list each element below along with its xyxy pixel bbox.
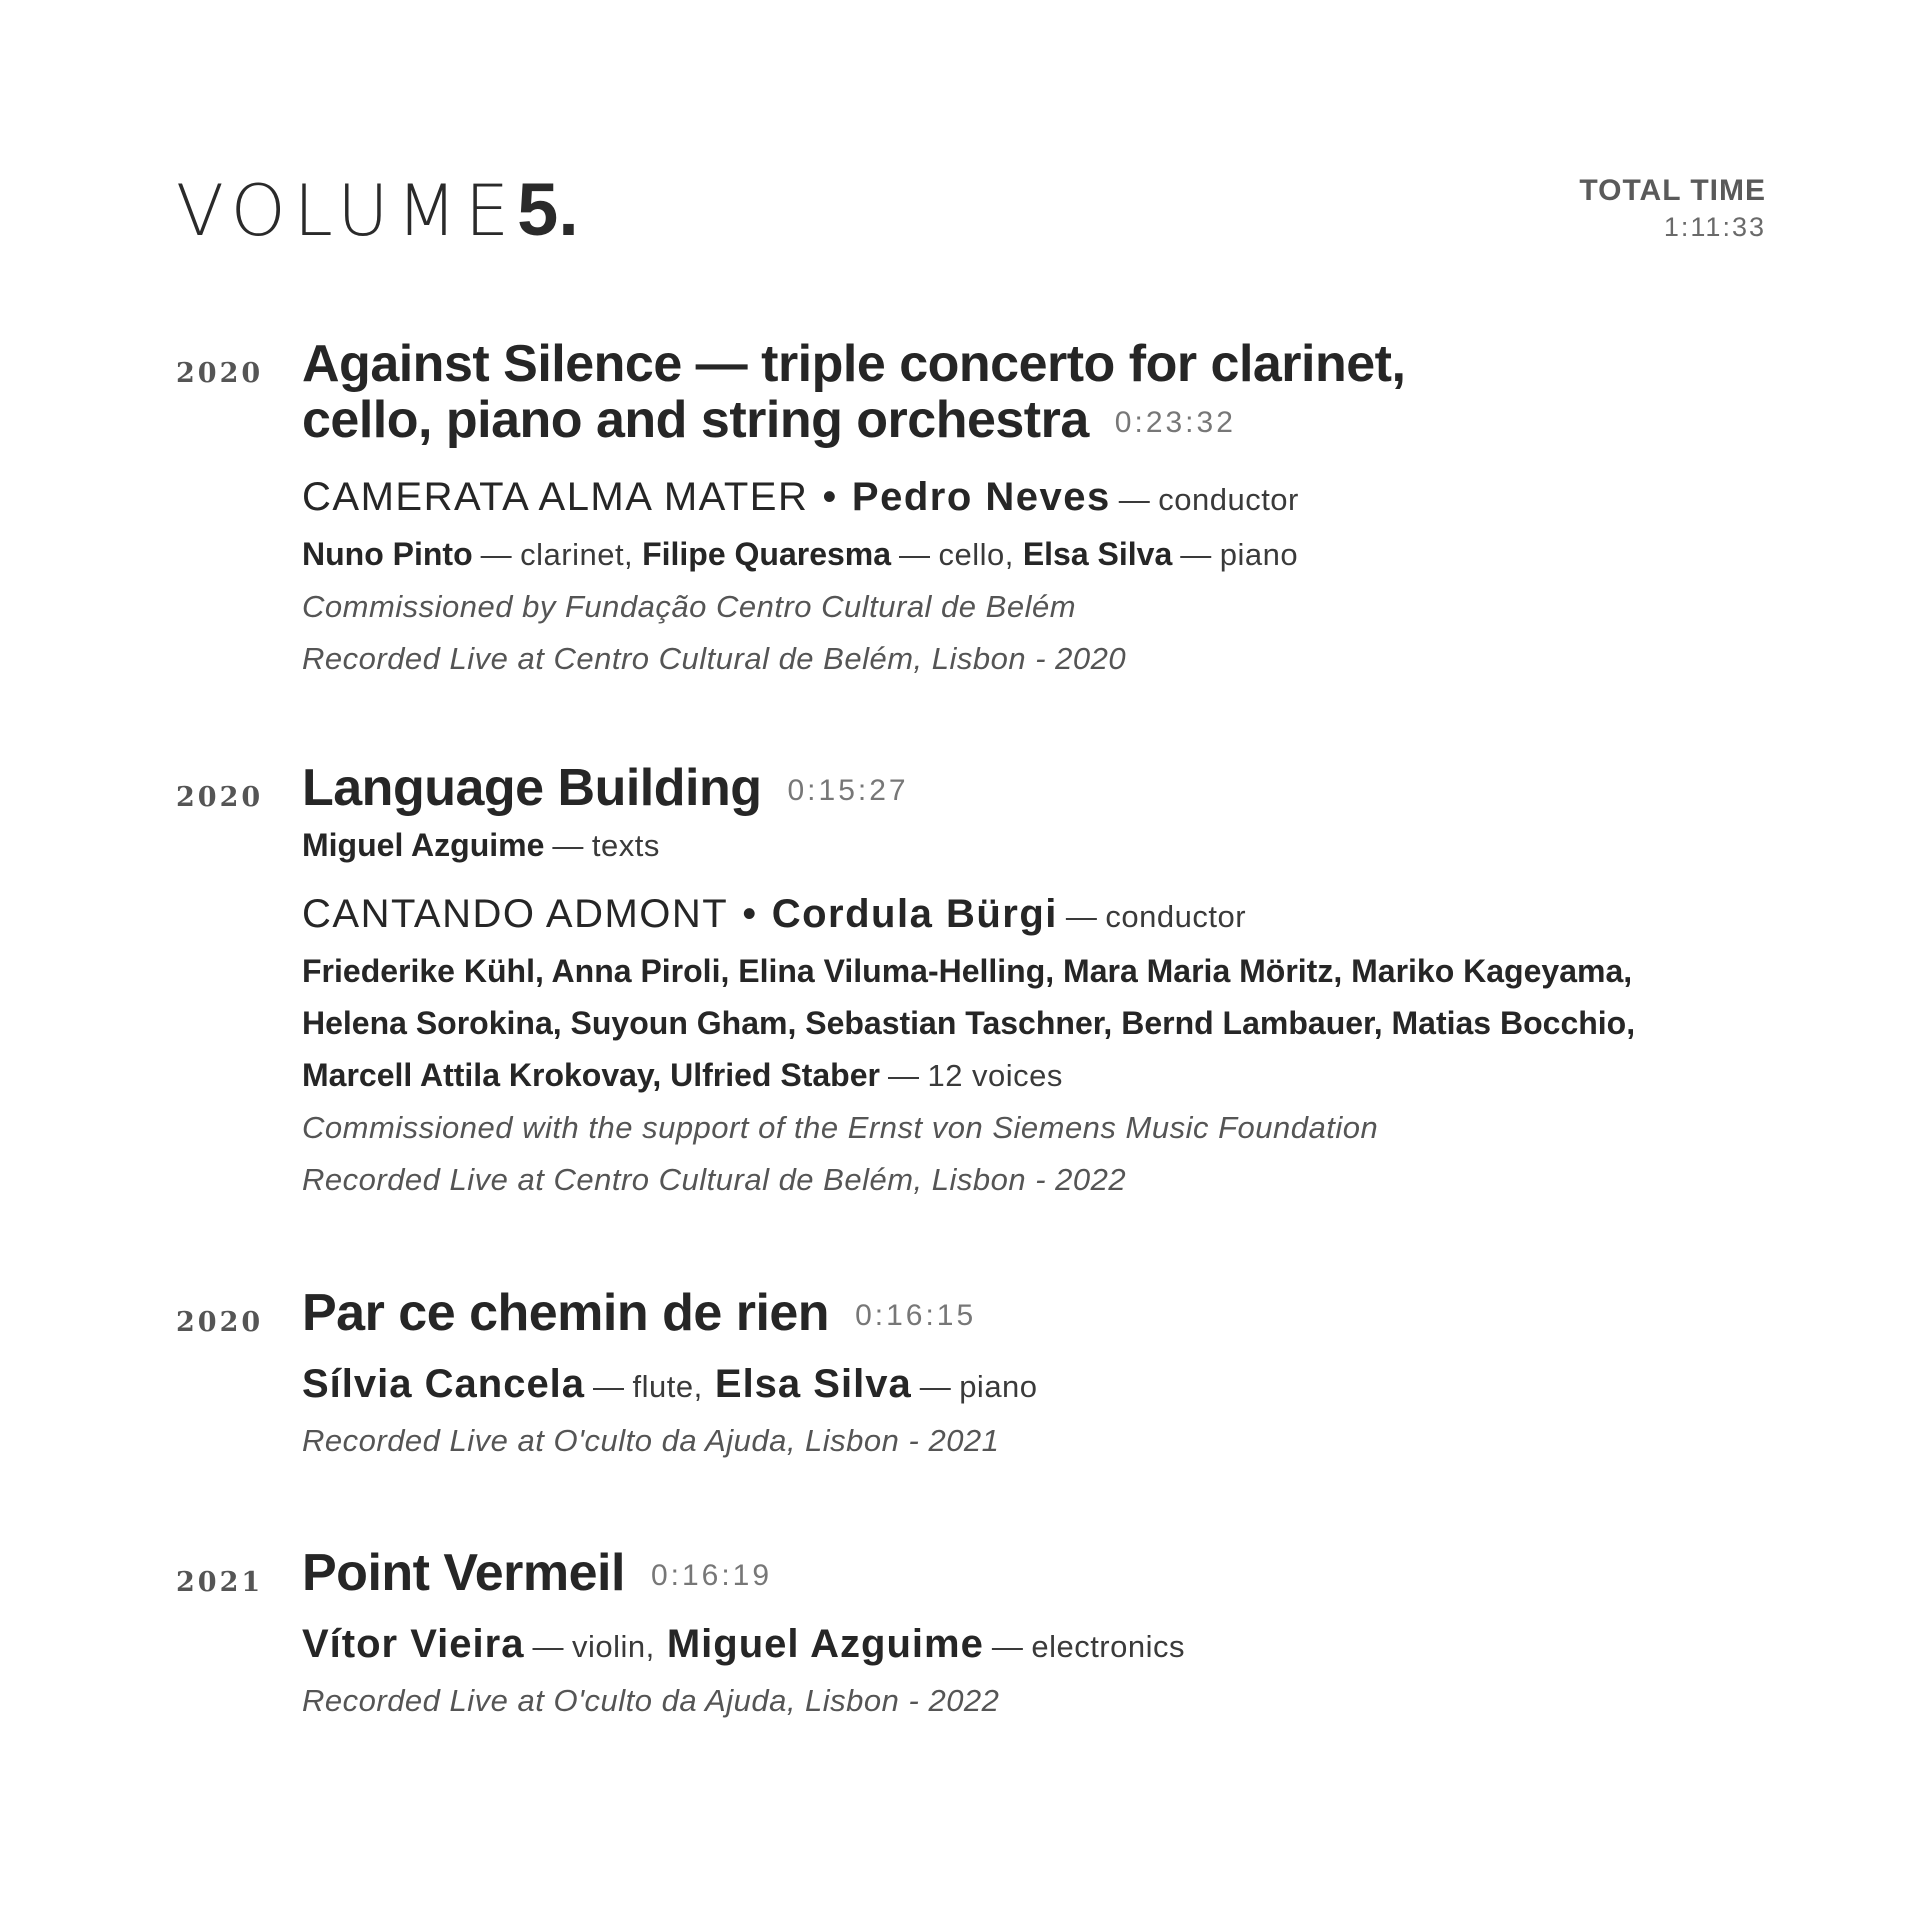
voices-line-1: Friederike Kühl, Anna Piroli, Elina Viluma-Helling, Mara Maria Möritz, Mariko Kageyama, <box>302 953 1633 990</box>
texts-author: Miguel Azguime <box>302 827 545 864</box>
performer-name: Nuno Pinto <box>302 536 473 573</box>
work-duration: 0:15:27 <box>787 774 909 808</box>
performer-role: flute, <box>632 1369 703 1405</box>
performer-role: electronics <box>1031 1629 1186 1665</box>
work-title-text: Par ce chemin de rien <box>302 1284 830 1342</box>
work-duration: 0:23:32 <box>1114 406 1236 440</box>
bullet-separator: • <box>822 475 838 520</box>
dash: — <box>552 828 584 864</box>
voices-line-3 <box>302 1049 1796 1102</box>
ensemble-line <box>302 886 1796 945</box>
volume-title <box>176 165 579 256</box>
work-title-text: Point Vermeil <box>302 1544 625 1602</box>
work-title-line-2-text: cello, piano and string orchestra <box>302 391 1089 449</box>
total-time-label: TOTAL TIME <box>1579 174 1766 207</box>
dash: — <box>1180 537 1212 573</box>
conductor-name: Pedro Neves <box>851 475 1111 520</box>
texts-role: texts <box>591 828 660 864</box>
performer-role: clarinet, <box>520 537 634 573</box>
voices-line-2: Helena Sorokina, Suyoun Gham, Sebastian Taschner, Bernd Lambauer, Matias Bocchio, <box>302 1005 1636 1042</box>
work-title <box>302 1545 1796 1604</box>
performer-role: piano <box>1219 537 1299 573</box>
work-year: 2020 <box>176 782 264 813</box>
performers-line <box>302 1356 1796 1415</box>
total-time <box>1579 173 1766 245</box>
performer-name: Elsa Silva <box>1022 536 1173 573</box>
dash: — <box>593 1369 625 1405</box>
performer-role: cello, <box>938 537 1014 573</box>
work-year: 2020 <box>176 358 264 389</box>
ensemble-name: CANTANDO ADMONT <box>302 892 729 937</box>
work-title-line-2 <box>302 392 1796 451</box>
recording-note: Recorded Live at O'culto da Ajuda, Lisbon - 2021 <box>302 1423 1000 1459</box>
commission-note: Commissioned by Fundação Centro Cultural de Belém <box>302 589 1077 625</box>
work-year: 2020 <box>176 1307 264 1338</box>
dash: — <box>919 1369 952 1405</box>
conductor-role: conductor <box>1158 482 1299 518</box>
dash: — <box>532 1629 564 1665</box>
dash: — <box>991 1629 1024 1665</box>
volume-number: 5. <box>517 168 579 251</box>
ensemble-name: CAMERATA ALMA MATER <box>302 475 809 520</box>
conductor-name: Cordula Bürgi <box>771 892 1058 937</box>
recording-note: Recorded Live at O'culto da Ajuda, Lisbon - 2022 <box>302 1683 1000 1719</box>
dash: — <box>1065 899 1098 935</box>
work-title-line-1: Against Silence — triple concerto for clarinet, <box>302 335 1406 393</box>
work-title <box>302 1285 1796 1344</box>
performers-line <box>302 528 1796 581</box>
work-duration: 0:16:19 <box>650 1559 773 1593</box>
work-body <box>302 1285 1796 1467</box>
performer-name: Filipe Quaresma <box>642 536 892 573</box>
total-time-value: 1:11:33 <box>1663 212 1766 242</box>
texts-line <box>302 819 1796 872</box>
work-year: 2021 <box>176 1567 264 1598</box>
work-title-text: Language Building <box>302 759 762 817</box>
work-body <box>302 1545 1796 1727</box>
recording-note: Recorded Live at Centro Cultural de Belém, Lisbon - 2020 <box>302 641 1127 677</box>
performers-line <box>302 1616 1796 1675</box>
volume-header <box>176 165 1766 255</box>
work-body <box>302 336 1796 685</box>
performer-role: violin, <box>571 1629 655 1665</box>
work-title <box>302 760 1796 819</box>
ensemble-line <box>302 469 1796 528</box>
dash: — <box>480 537 513 573</box>
volume-word: VOLUME <box>176 170 518 252</box>
work-body <box>302 760 1796 1206</box>
performer-name: Vítor Vieira <box>302 1622 525 1667</box>
dash: — <box>887 1058 920 1094</box>
performer-name: Sílvia Cancela <box>302 1362 586 1407</box>
recording-note: Recorded Live at Centro Cultural de Belém, Lisbon - 2022 <box>302 1162 1127 1198</box>
performer-name: Elsa Silva <box>714 1362 912 1407</box>
conductor-role: conductor <box>1105 899 1247 935</box>
performer-name: Miguel Azguime <box>666 1622 984 1667</box>
bullet-separator: • <box>742 892 758 937</box>
work-duration: 0:16:15 <box>855 1299 977 1333</box>
dash: — <box>899 537 931 573</box>
commission-note: Commissioned with the support of the Ernst von Siemens Music Foundation <box>302 1110 1379 1146</box>
performer-role: piano <box>959 1369 1038 1405</box>
voices-names: Marcell Attila Krokovay, Ulfried Staber <box>302 1057 880 1094</box>
voices-role: 12 voices <box>927 1058 1063 1094</box>
dash: — <box>1118 482 1151 518</box>
